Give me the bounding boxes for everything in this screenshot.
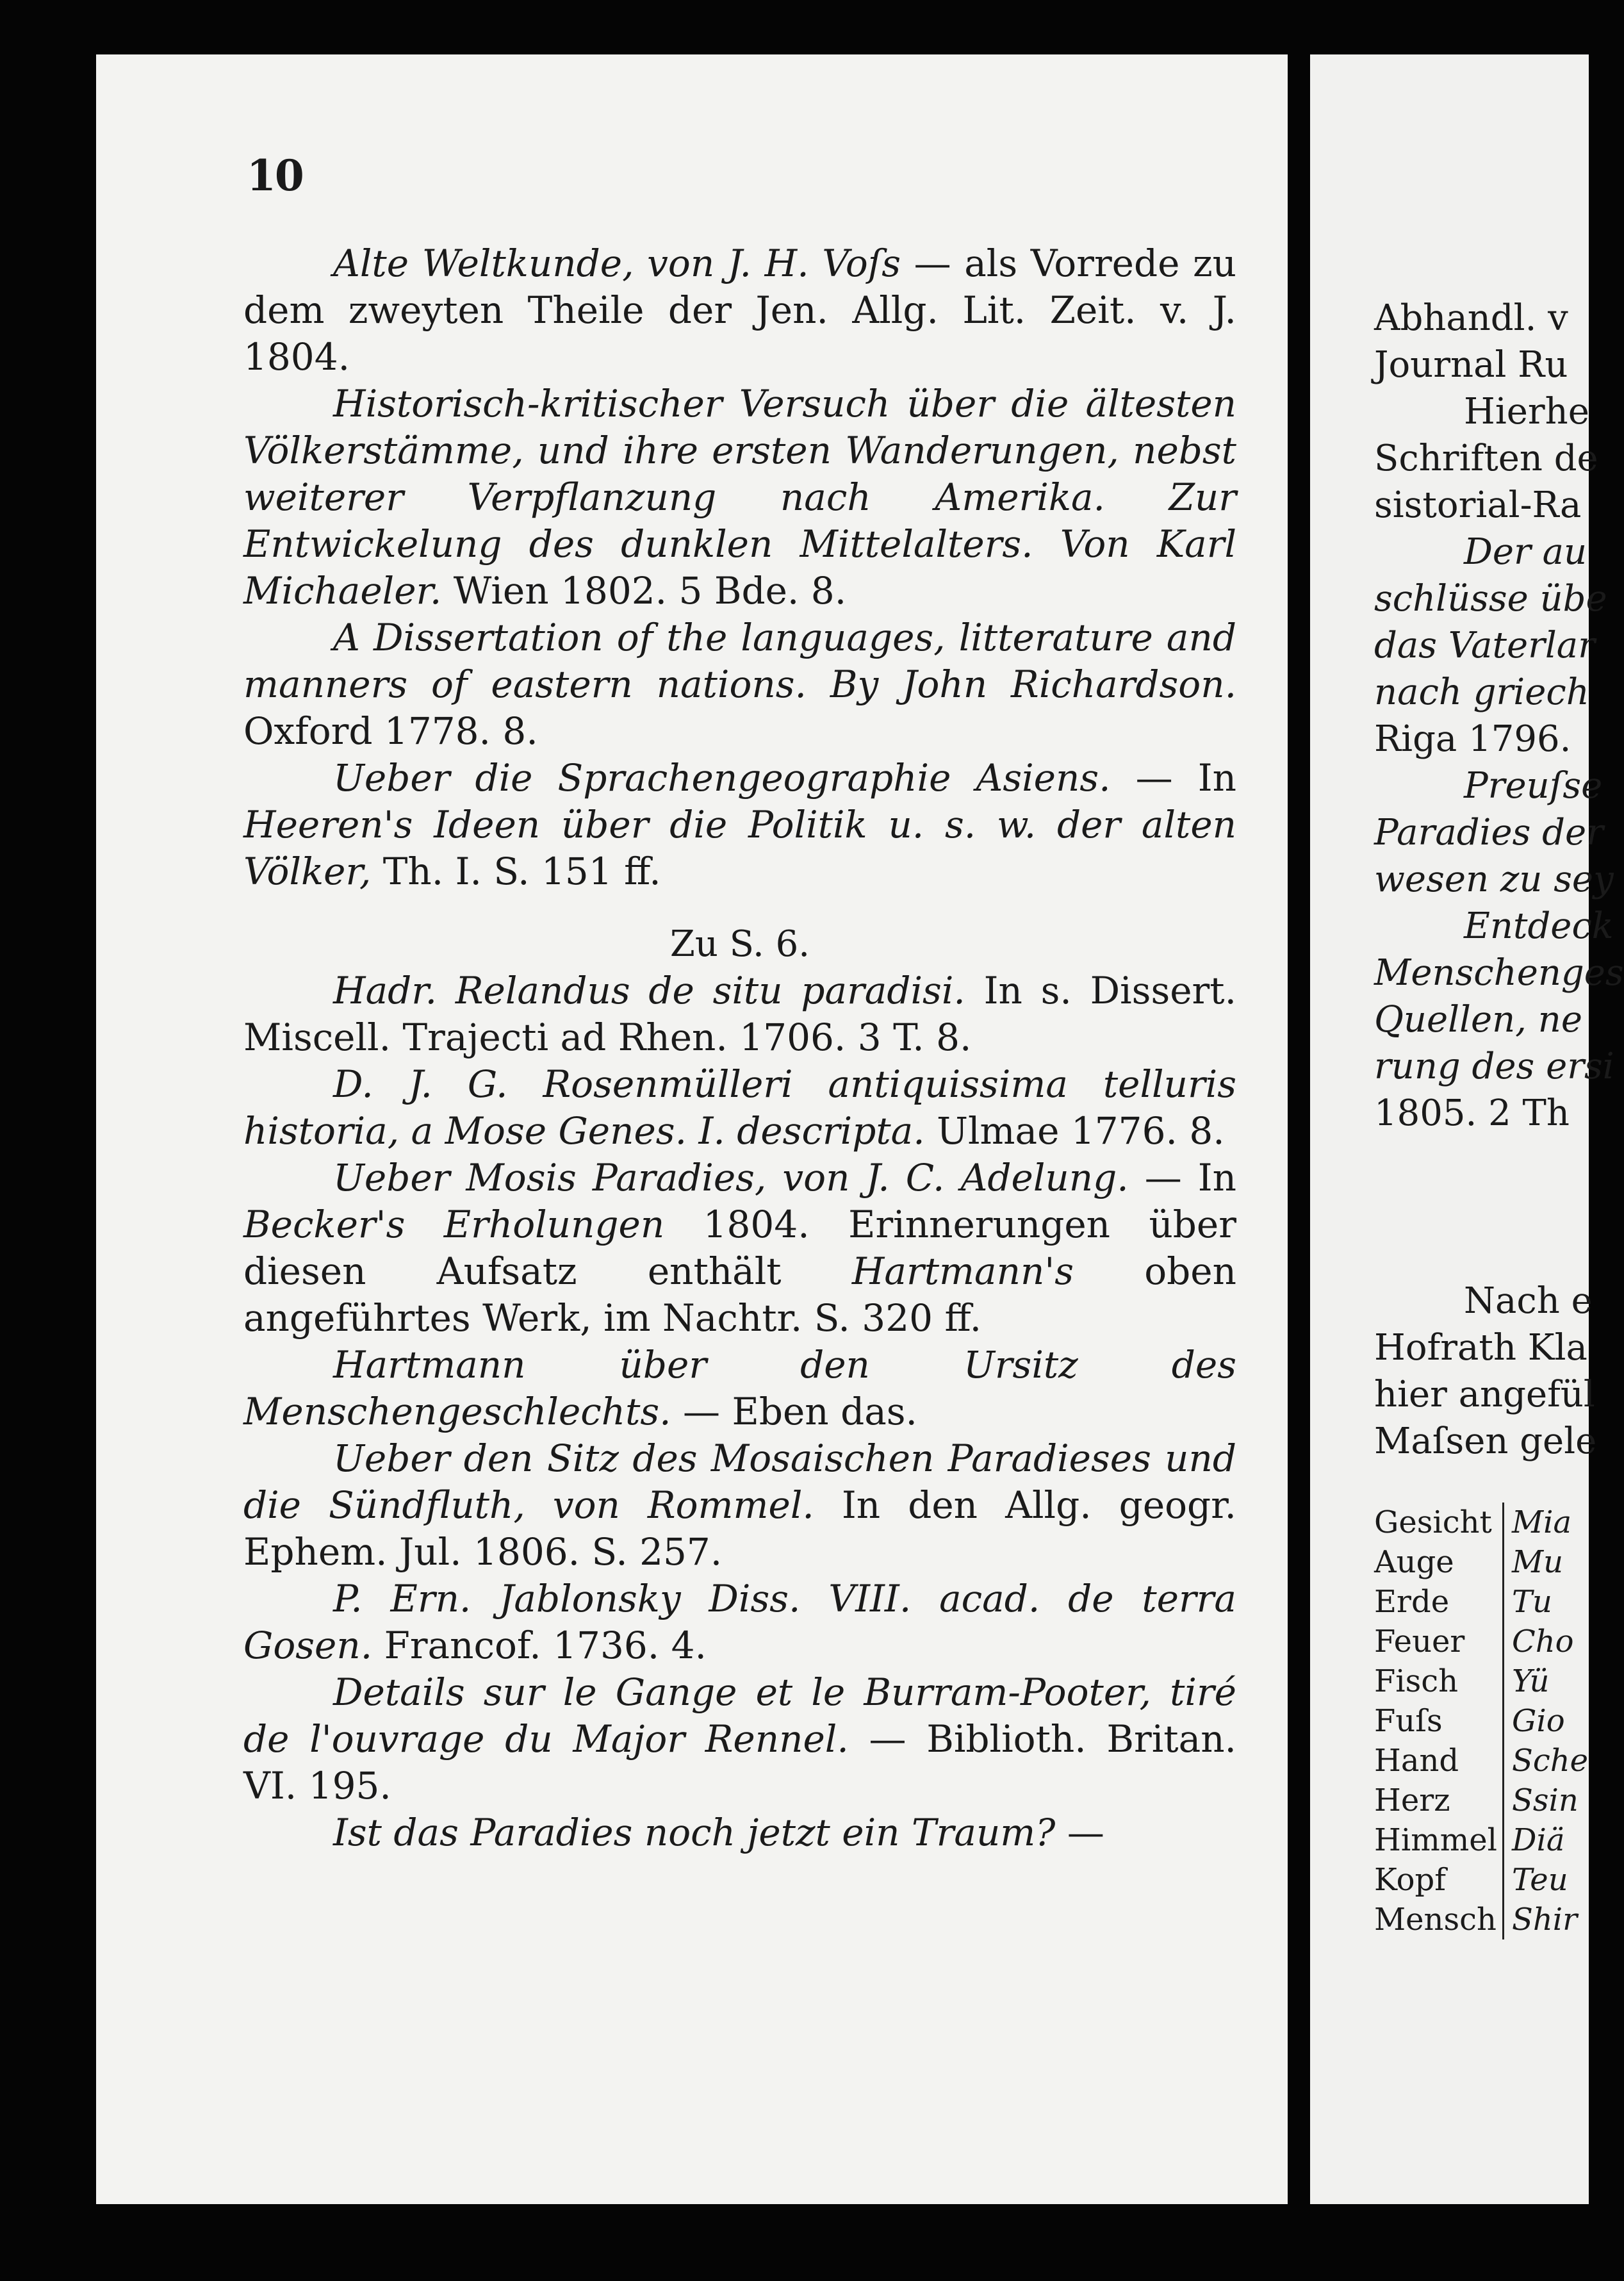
- entry-details: Oxford 1778. 8.: [243, 709, 538, 753]
- entry-title: Hartmann über den Ursitz des Menschengeschlechts.: [243, 1343, 1236, 1433]
- text-line: Entdeck: [1464, 905, 1614, 947]
- bibliography-entry: [243, 381, 1236, 614]
- entry-details: In s. Dissert. Miscell. Trajecti ad Rhen. 1706. 3 T. 8.: [243, 969, 1237, 1059]
- table-row: [1374, 1503, 1595, 1542]
- text-line: Paradies der: [1374, 812, 1603, 853]
- entry-source: Hartmann's: [851, 1249, 1074, 1293]
- text-line: rung des ersi: [1374, 1046, 1614, 1087]
- text-line: Riga 1796.: [1374, 718, 1571, 760]
- entry-details: —: [1055, 1811, 1104, 1854]
- text-line: Schriften de: [1374, 438, 1598, 479]
- text-line: Quellen, ne: [1374, 999, 1582, 1041]
- german-word: Kopf: [1374, 1860, 1504, 1900]
- text-line: Hofrath Kla: [1374, 1327, 1587, 1369]
- german-word: Fuſs: [1374, 1701, 1504, 1741]
- entry-source: Becker's Erholungen: [243, 1203, 665, 1246]
- bibliography-entry: [243, 968, 1236, 1061]
- entry-title: P. Ern. Jablonsky Diss. VIII. acad. de terra Gosen.: [243, 1577, 1236, 1667]
- entry-title: Details sur le Gange et le Burram-Pooter, tiré de l'ouvrage du Major Rennel.: [243, 1670, 1236, 1761]
- text-line: hier angefül: [1374, 1374, 1595, 1415]
- table-row: [1374, 1582, 1595, 1622]
- text-line: 1805. 2 Th: [1374, 1092, 1570, 1134]
- text-line: Journal Ru: [1374, 344, 1568, 386]
- text-line: Preuſse: [1464, 765, 1603, 807]
- foreign-word: Yü: [1512, 1663, 1550, 1699]
- word-table: [1374, 1503, 1595, 1939]
- bibliography-entry: [243, 755, 1236, 895]
- entry-title: Alte Weltkunde, von J. H. Voſs: [333, 242, 901, 285]
- german-word: Auge: [1374, 1542, 1504, 1582]
- text-line: Menschenges: [1374, 952, 1624, 994]
- table-row: [1374, 1900, 1595, 1939]
- entry-details: — In: [1110, 756, 1236, 800]
- german-word: Erde: [1374, 1582, 1504, 1622]
- text-line: Nach e: [1464, 1280, 1593, 1322]
- text-line: Abhandl. v: [1374, 297, 1568, 339]
- german-word: Fisch: [1374, 1661, 1504, 1701]
- table-row: [1374, 1622, 1595, 1661]
- german-word: Himmel: [1374, 1820, 1504, 1860]
- text-line: wesen zu sey: [1374, 859, 1614, 900]
- page-number: 10: [247, 151, 303, 201]
- table-row: [1374, 1781, 1595, 1820]
- entry-title: Ueber Mosis Paradies, von J. C. Adelung.: [333, 1156, 1129, 1199]
- entry-details: Th. I. S. 151 ff.: [371, 850, 661, 893]
- foreign-word: Sche: [1512, 1743, 1589, 1779]
- entry-details: — Eben das.: [671, 1390, 917, 1433]
- table-row: [1374, 1661, 1595, 1701]
- german-word: Gesicht: [1374, 1503, 1504, 1542]
- bibliography-entry: [243, 614, 1236, 755]
- entry-title: Ueber die Sprachengeographie Asiens.: [333, 756, 1111, 800]
- foreign-word: Shir: [1512, 1902, 1578, 1938]
- german-word: Hand: [1374, 1741, 1504, 1781]
- entry-details: — In: [1128, 1156, 1237, 1199]
- section-heading: Zu S. 6.: [669, 923, 810, 965]
- entry-title: D. J. G. Rosenmülleri antiquissima telluris historia, a Mose Genes. I. descripta.: [243, 1062, 1236, 1153]
- text-line: Maſsen gele: [1374, 1420, 1597, 1462]
- entry-details: — als Vorrede zu dem zweyten Theile der Jen. Allg. Lit. Zeit. v. J. 1804.: [243, 242, 1236, 379]
- entry-details: Wien 1802. 5 Bde. 8.: [441, 569, 847, 613]
- right-page-content: [1310, 54, 1624, 2204]
- table-row: [1374, 1741, 1595, 1781]
- bibliography-entry: [243, 1155, 1236, 1342]
- text-line: Hierhe: [1464, 391, 1589, 432]
- entry-details: Francof. 1736. 4.: [372, 1624, 707, 1667]
- entry-details: In den Allg. geogr. Ephem. Jul. 1806. S. 257.: [243, 1483, 1236, 1574]
- entry-details: oben angeführtes Werk, im Nachtr. S. 320 ff.: [243, 1249, 1236, 1340]
- text-line: nach griech: [1374, 671, 1589, 713]
- german-word: Feuer: [1374, 1622, 1504, 1661]
- bibliography-entries: [243, 240, 1236, 1856]
- entry-title: A Dissertation of the languages, litterature and manners of eastern nations. By John Richardson.: [243, 616, 1236, 706]
- foreign-word: Mia: [1512, 1504, 1572, 1540]
- bibliography-entry: [243, 1342, 1236, 1435]
- text-line: Der au: [1464, 531, 1587, 573]
- table-row: [1374, 1820, 1595, 1860]
- bibliography-entry: [243, 1576, 1236, 1669]
- foreign-word: Diä: [1512, 1822, 1565, 1858]
- foreign-word: Mu: [1512, 1544, 1564, 1580]
- bibliography-entry: [243, 240, 1236, 381]
- table-row: [1374, 1860, 1595, 1900]
- german-word: Herz: [1374, 1781, 1504, 1820]
- bibliography-entry: [243, 1669, 1236, 1809]
- foreign-word: Tu: [1512, 1584, 1552, 1620]
- right-page-text: [1374, 295, 1624, 1465]
- entry-title: Ist das Paradies noch jetzt ein Traum?: [333, 1811, 1056, 1854]
- text-line: das Vaterlar: [1374, 625, 1595, 666]
- text-line: sistorial-Ra: [1374, 484, 1582, 526]
- entry-details: 1804. Erinnerungen über diesen Aufsatz enthält: [243, 1203, 1236, 1293]
- entry-title: Ueber den Sitz des Mosaischen Paradieses und die Sündfluth, von Rommel.: [243, 1437, 1236, 1527]
- bibliography-entry: [243, 1061, 1236, 1155]
- entry-title: Historisch-kritischer Versuch über die ältesten Völkerstämme, und ihre ersten Wanderungen, nebst weiterer Verpflanzung nach Amerika. Zur Entwickelung des dunklen Mittelalters. Von Karl Michaeler.: [243, 382, 1236, 613]
- entry-source: Heeren's Ideen über die Politik u. s. w. der alten Völker,: [243, 803, 1236, 893]
- foreign-word: Cho: [1512, 1624, 1574, 1659]
- foreign-word: Gio: [1512, 1703, 1565, 1739]
- bibliography-entry: [243, 1809, 1236, 1856]
- entry-details: Ulmae 1776. 8.: [924, 1109, 1225, 1153]
- entry-title: Hadr. Relandus de situ paradisi.: [333, 969, 965, 1012]
- german-word: Mensch: [1374, 1900, 1504, 1939]
- foreign-word: Teu: [1512, 1862, 1568, 1898]
- foreign-word: Ssin: [1512, 1783, 1579, 1818]
- bibliography-entry: [243, 1435, 1236, 1576]
- table-row: [1374, 1542, 1595, 1582]
- text-line: schlüsse übe: [1374, 578, 1607, 620]
- entry-details: — Biblioth. Britan. VI. 195.: [243, 1717, 1236, 1808]
- table-row: [1374, 1701, 1595, 1741]
